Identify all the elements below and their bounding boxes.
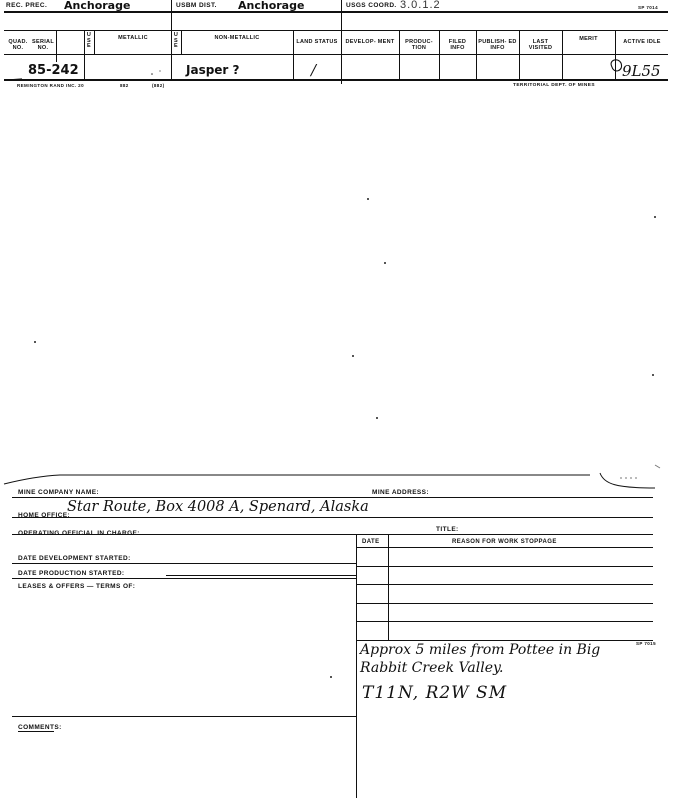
rule: [356, 566, 653, 567]
rec-prec-label: REC. PREC.: [6, 2, 48, 9]
usgs-coord-value: 3.0.1.2: [400, 0, 441, 11]
speck: [330, 676, 332, 678]
home-office-value: Star Route, Box 4008 A, Spenard, Alaska: [67, 499, 369, 515]
card-edge: [0, 440, 678, 500]
comments-label: COMMENTS:: [18, 724, 62, 731]
reason-column-header: REASON FOR WORK STOPPAGE: [452, 539, 557, 545]
active-idle-header: ACTIVE IDLE: [623, 39, 661, 45]
quad-serial-value: 85-242: [28, 63, 79, 78]
rule: [356, 584, 653, 585]
published-info-header: PUBLISH- ED INFO: [478, 39, 517, 51]
form-number-lower: SP 7015: [636, 641, 656, 646]
rec-prec-value: Anchorage: [64, 0, 131, 12]
form-number: SP 7014: [638, 5, 658, 10]
rule: [12, 534, 653, 535]
date-development-label: DATE DEVELOPMENT STARTED:: [18, 555, 131, 562]
filed-info-header: FILED INFO: [448, 39, 467, 51]
speck: [654, 216, 656, 218]
mine-company-label: MINE COMPANY NAME:: [18, 489, 99, 496]
note-line-2: Rabbit Creek Valley.: [360, 660, 504, 676]
home-office-label: HOME OFFICE:: [18, 512, 71, 519]
printer-code: 882: [120, 83, 129, 88]
development-header: DEVELOP- MENT: [345, 39, 395, 45]
note-line-1: Approx 5 miles from Pottee in Big: [360, 642, 601, 658]
non-metallic-header: NON-METALLIC: [214, 35, 260, 41]
usbm-dist-label: USBM DIST.: [176, 2, 217, 9]
leases-label: LEASES & OFFERS — TERMS OF:: [18, 583, 136, 590]
title-label: TITLE:: [436, 526, 459, 533]
usbm-dist-value: Anchorage: [238, 0, 305, 12]
rule: [12, 716, 356, 717]
quad-no-header: QUAD. NO.: [8, 39, 28, 51]
use-nonmetallic-header: U S E: [173, 32, 179, 49]
note-line-3: T11N, R2W SM: [362, 683, 508, 703]
rule: [12, 563, 356, 564]
rule: [356, 640, 653, 641]
speck: [376, 417, 378, 419]
land-status-header: LAND STATUS: [296, 39, 338, 45]
printer-code-2: (882): [152, 83, 165, 88]
speck: [652, 374, 654, 376]
non-metallic-value: Jasper ?: [186, 63, 240, 77]
date-production-label: DATE PRODUCTION STARTED:: [18, 570, 125, 577]
use-metallic-header: U S E: [86, 32, 92, 49]
usgs-coord-label: USGS COORD.: [346, 2, 397, 9]
rule: [18, 731, 54, 732]
speck: [34, 341, 36, 343]
rule: [12, 578, 356, 579]
mine-address-label: MINE ADDRESS:: [372, 489, 429, 496]
rule: [356, 603, 653, 604]
divider: [356, 534, 357, 798]
serial-no-header: SERIAL NO.: [32, 39, 54, 51]
date-column-header: DATE: [362, 539, 380, 545]
speck: [367, 198, 369, 200]
metallic-header: METALLIC: [118, 35, 148, 41]
rule: [12, 517, 653, 518]
rule: [356, 547, 653, 548]
rule: [356, 621, 653, 622]
rule: [12, 497, 653, 498]
operating-official-label: OPERATING OFFICIAL IN CHARGE:: [18, 530, 140, 537]
speck: [384, 262, 386, 264]
printer-imprint: REMINGTON RAND INC. 20: [17, 83, 84, 88]
department-imprint: TERRITORIAL DEPT. OF MINES: [513, 83, 595, 88]
rule: [166, 575, 356, 576]
production-header: PRODUC- TION: [405, 39, 433, 51]
speck: [352, 355, 354, 357]
last-visited-header: LAST VISITED: [528, 39, 553, 51]
active-idle-value: 9L55: [622, 62, 661, 80]
land-status-value: /: [311, 61, 317, 79]
merit-header: MERIT: [579, 36, 598, 42]
divider: [388, 534, 389, 640]
